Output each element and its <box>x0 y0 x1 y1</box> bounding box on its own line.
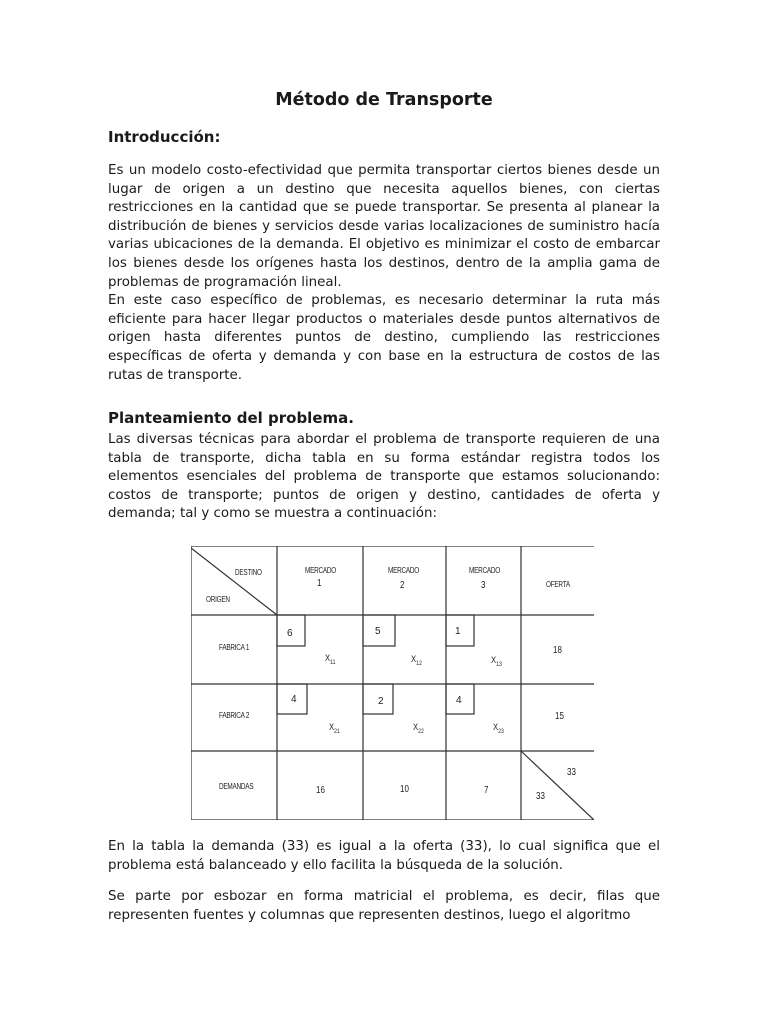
after-table-paragraph-1: En la tabla la demanda (33) es igual a la oferta (33), lo cual significa que el problema está balanceado y ello facilita la búsqueda de la solución. <box>108 839 660 873</box>
oferta-header: OFERTA <box>546 580 570 589</box>
intro-paragraph-1: Es un modelo costo-efectividad que permita transportar ciertos bienes desde un lugar de origen a un destino que necesita aquellos bienes, con ciertas restricciones en la cantidad que se puede transportar. Se presenta al planear la distribución de bienes y servicios desde varias localizaciones de suministro hacía varias ubicaciones de la demanda. El objetivo es minimizar el costo de embarcar los bienes desde los orígenes hasta los destinos, dentro de la amplia gama de problemas de programación lineal. <box>108 163 660 290</box>
transport-table <box>191 546 594 820</box>
cost-1-1: 6 <box>287 628 293 639</box>
after-table-text-2 <box>108 888 660 925</box>
col-header-1-num: 1 <box>317 578 322 589</box>
col-header-2-num: 2 <box>400 580 405 591</box>
demand-3: 7 <box>484 785 489 796</box>
cost-2-1: 4 <box>291 694 297 705</box>
row-1-label: FABRICA 1 <box>219 643 250 652</box>
document-title: Método de Transporte <box>275 90 493 110</box>
var-x21: $X_{21}$ <box>329 722 340 735</box>
col-header-2-word: MERCADO <box>388 566 420 575</box>
after-table-paragraph-2: Se parte por esbozar en forma matricial el problema, es decir, filas que representen fuentes y columnas que representen destinos, luego el algoritmo <box>108 889 660 923</box>
corner-origen-label: ORIGEN <box>206 595 230 604</box>
table-grid <box>191 546 594 820</box>
intro-heading: Introducción: <box>108 128 221 146</box>
intro-paragraph-2: En este caso específico de problemas, es necesario determinar la ruta más eficiente para hacer llegar productos o materiales desde puntos alternativos de origen hasta diferentes puntos de destino, cumpliendo las restricciones específicas de oferta y demanda y con base en la estructura de costos de las rutas de transporte. <box>108 293 660 383</box>
col-header-1-word: MERCADO <box>305 566 337 575</box>
demand-2: 10 <box>400 784 409 795</box>
cost-1-3: 1 <box>455 626 461 637</box>
cost-2-2: 2 <box>378 696 384 707</box>
row-2-label: FABRICA 2 <box>219 711 250 720</box>
var-x23: $X_{23}$ <box>493 722 504 735</box>
demand-label: DEMANDAS <box>219 782 254 791</box>
after-table-text-1 <box>108 838 660 875</box>
var-x11: $X_{11}$ <box>325 653 336 666</box>
cost-1-2: 5 <box>375 626 381 637</box>
total-demand: 33 <box>536 791 545 802</box>
var-x12: $X_{12}$ <box>411 654 422 667</box>
total-supply: 33 <box>567 767 576 778</box>
corner-destino-label: DESTINO <box>235 568 262 577</box>
var-x22: $X_{22}$ <box>413 722 424 735</box>
problem-text <box>108 431 660 524</box>
col-header-3-num: 3 <box>481 580 486 591</box>
supply-2: 15 <box>555 711 564 722</box>
cost-2-3: 4 <box>456 695 462 706</box>
problem-paragraph: Las diversas técnicas para abordar el problema de transporte requieren de una tabla de transporte, dicha tabla en su forma estándar registra todos los elementos esenciales del problema de transporte que estamos solucionando: costos de transporte; puntos de origen y destino, cantidades de oferta y demanda; tal y como se muestra a continuación: <box>108 432 660 522</box>
intro-text <box>108 162 660 385</box>
col-header-3-word: MERCADO <box>469 566 501 575</box>
demand-1: 16 <box>316 785 325 796</box>
supply-1: 18 <box>553 645 562 656</box>
var-x13: $X_{13}$ <box>491 655 502 668</box>
problem-heading: Planteamiento del problema. <box>108 409 354 427</box>
